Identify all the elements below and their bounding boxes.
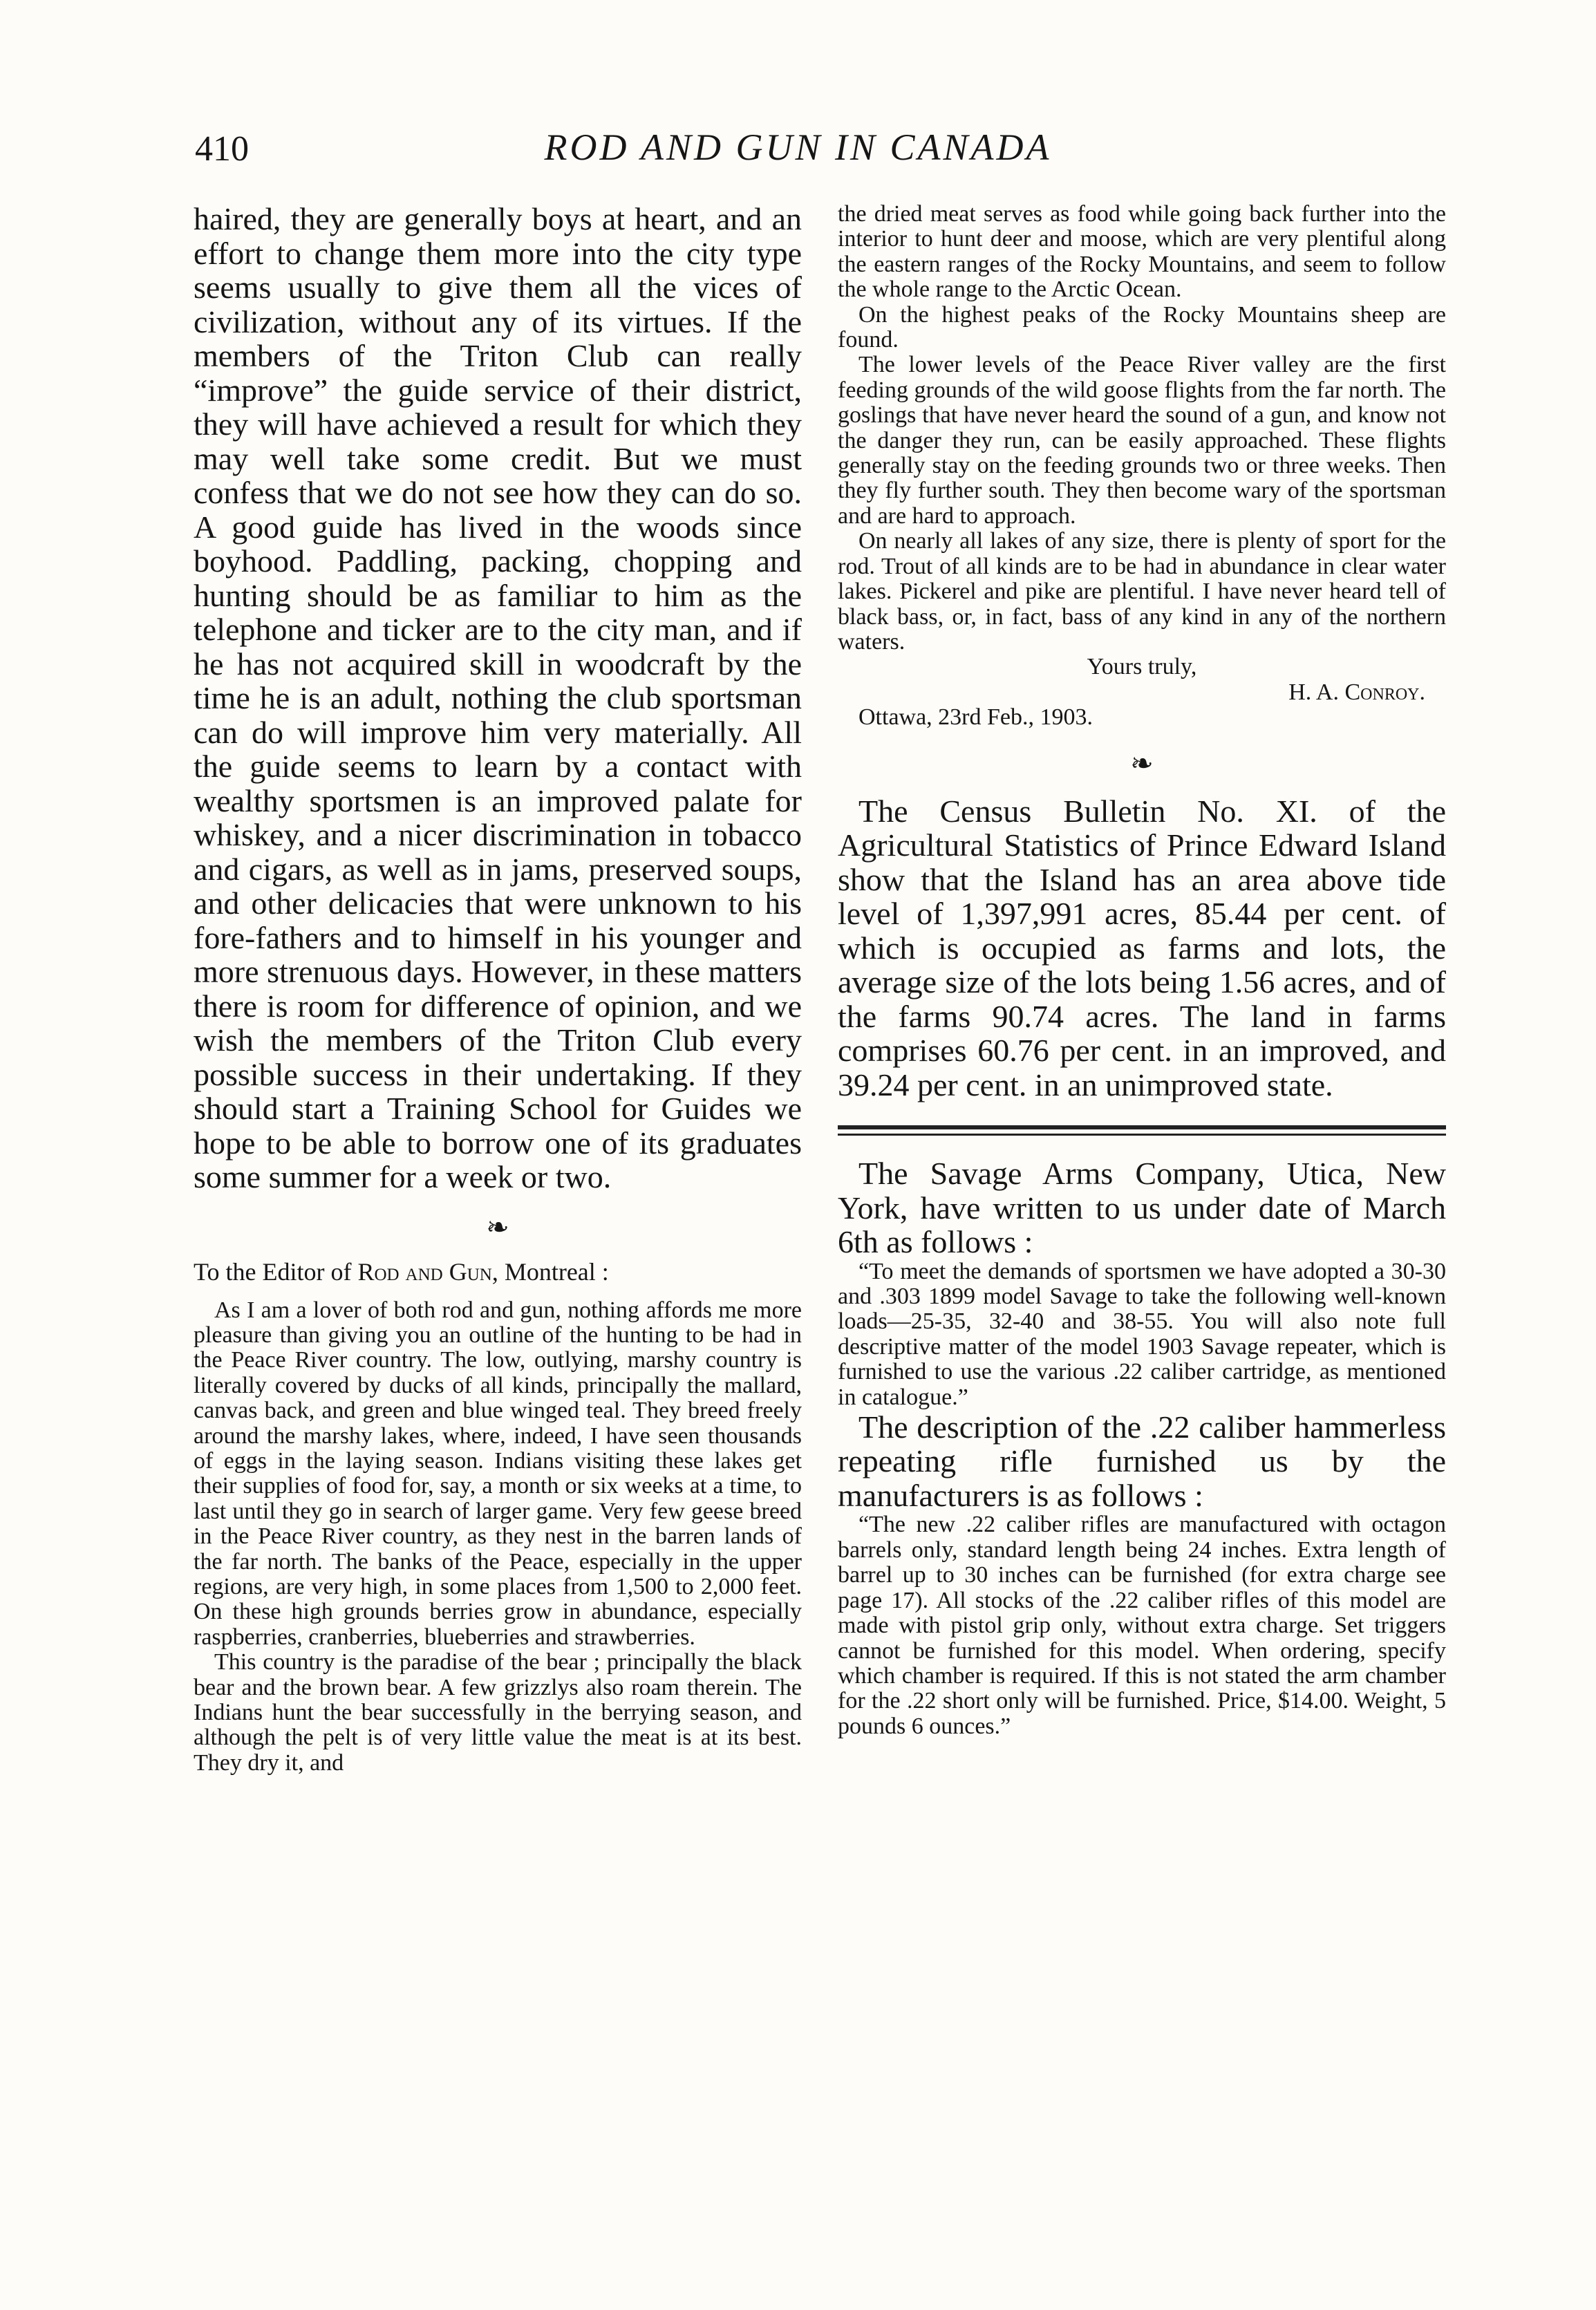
savage-description: The description of the .22 caliber hammerless repeating rifle furnished us by the manufacturers is as follows : bbox=[838, 1409, 1446, 1513]
letter-paragraph: This country is the paradise of the bear ; principally the black bear and the brown bear. A few grizzlys also roam therein. The Indians hunt the bear successfully in the berrying season, and although the pelt is of very little value the meat is at its best. They dry it, and bbox=[194, 1649, 802, 1776]
editorial-paragraph: haired, they are generally boys at heart, and an effort to change them more into the city type seems usually to give them all the vices of civilization, without any of its virtues. If the members of the Triton Club can really “improve” the guide service of their district, they will have achieved a result for which they may well take some credit. But we must confess that we do not see how they can do so. A good guide has lived in the woods since boyhood. Paddling, packing, chopping and hunting should be as familiar to him as the telephone and ticker are to the city man, and if he has not acquired skill in woodcraft by the time he is an adult, nothing the club sportsman can do will improve him very materially. All the guide seems to learn by a contact with wealthy sportsmen is an improved palate for whiskey, and a nicer discrimination in tobacco and cigars, as well as in jams, preserved soups, and other delicacies that were unknown to his fore-fathers and to himself in his younger and more strenuous days. However, in these matters there is room for difference of opinion, and we wish the members of the Triton Club every possible success in their undertaking. If they should start a Training School for Guides we hope to be able to borrow one of its graduates some summer for a week or two. bbox=[194, 201, 802, 1194]
running-title: ROD AND GUN IN CANADA bbox=[544, 126, 1052, 168]
census-paragraph: The Census Bulletin No. XI. of the Agricultural Statistics of Prince Edward Island show that the Island has an area above tide level of 1,397,991 acres, 85.44 per cent. of which is occupied as farms and lots, the average size of the lots being 1.56 acres, and of the farms 90.74 acres. The land in farms comprises 60.76 per cent. in an improved, and 39.24 per cent. in an unimproved state. bbox=[838, 793, 1446, 1102]
double-rule-divider bbox=[838, 1125, 1446, 1136]
left-column bbox=[194, 202, 802, 1776]
ornament-icon: ❧ bbox=[486, 1211, 509, 1243]
right-column bbox=[838, 202, 1446, 1739]
letter-closing: Yours truly, bbox=[1087, 654, 1197, 680]
letter-paragraph: The lower levels of the Peace River valley are the first feeding grounds of the wild goose flights from the far north. The goslings that have never heard the sound of a gun, and know not the danger they run, can be easily approached. These flights generally stay on the feeding grounds two or three weeks. Then they fly further south. They then become wary of the sportsman and are hard to approach. bbox=[838, 352, 1446, 529]
page-number: 410 bbox=[195, 129, 249, 169]
letter-paragraph: On the highest peaks of the Rocky Mountains sheep are found. bbox=[838, 301, 1446, 353]
letter-salutation: To the Editor of Rod and Gun, Montreal : bbox=[194, 1257, 609, 1286]
savage-quote: “To meet the demands of sportsmen we have adopted a 30-30 and .303 1899 model Savage to take the following well-known loads—25-35, 32-40 and 38-55. You will also note full descriptive matter of the model 1903 Savage repeater, which is furnished to use the various .22 caliber cartridge, as mentioned in catalogue.” bbox=[838, 1258, 1446, 1410]
letter-signature: H. A. Conroy. bbox=[1288, 679, 1425, 705]
letter-paragraph: On nearly all lakes of any size, there is plenty of sport for the rod. Trout of all kinds are to be had in abundance in clear water lakes. Pickerel and pike are plentiful. I have never heard tell of black bass, or, in fact, bass of any kind in any of the northern waters. bbox=[838, 528, 1446, 655]
savage-intro: The Savage Arms Company, Utica, New York, have written to us under date of March 6th as follows : bbox=[838, 1156, 1446, 1260]
letter-dateline: Ottawa, 23rd Feb., 1903. bbox=[858, 704, 1093, 731]
letter-paragraph: the dried meat serves as food while going back further into the interior to hunt deer and moose, which are very plentiful along the eastern ranges of the Rocky Mountains, and seem to follow the whole range to the Arctic Ocean. bbox=[838, 201, 1446, 303]
ornament-icon: ❧ bbox=[1130, 747, 1154, 779]
magazine-name: Rod and Gun bbox=[357, 1257, 492, 1286]
letter-paragraph: As I am a lover of both rod and gun, nothing affords me more pleasure than giving you an outline of the hunting to be had in the Peace River country. The low, outlying, marshy country is literally covered by ducks of all kinds, principally the mallard, canvas back, and green and blue winged teal. They breed freely around the marshy lakes, where, indeed, I have seen thousands of eggs in the laying season. Indians visiting these lakes get their supplies of food for, say, a month or six weeks at a time, to last until they go in search of larger game. Very few geese breed in the Peace River country, as they nest in the barren lands of the far north. The banks of the Peace, especially in the upper regions, are very high, in some places from 1,500 to 2,000 feet. On these high grounds berries grow in abundance, especially raspberries, cranberries, blueberries and strawberries. bbox=[194, 1297, 802, 1650]
running-header bbox=[0, 123, 1596, 178]
savage-quote: “The new .22 caliber rifles are manufactured with octagon barrels only, standard length being 24 inches. Extra length of barrel up to 30 inches can be furnished (for extra charge see page 17). All stocks of the .22 caliber rifles of this model are made with pistol grip only, without extra charge. Set triggers cannot be furnished for this model. When ordering, specify which chamber is required. If this is not stated the arm chamber for the .22 short only will be furnished. Price, $14.00. Weight, 5 pounds 6 ounces.” bbox=[838, 1512, 1446, 1739]
